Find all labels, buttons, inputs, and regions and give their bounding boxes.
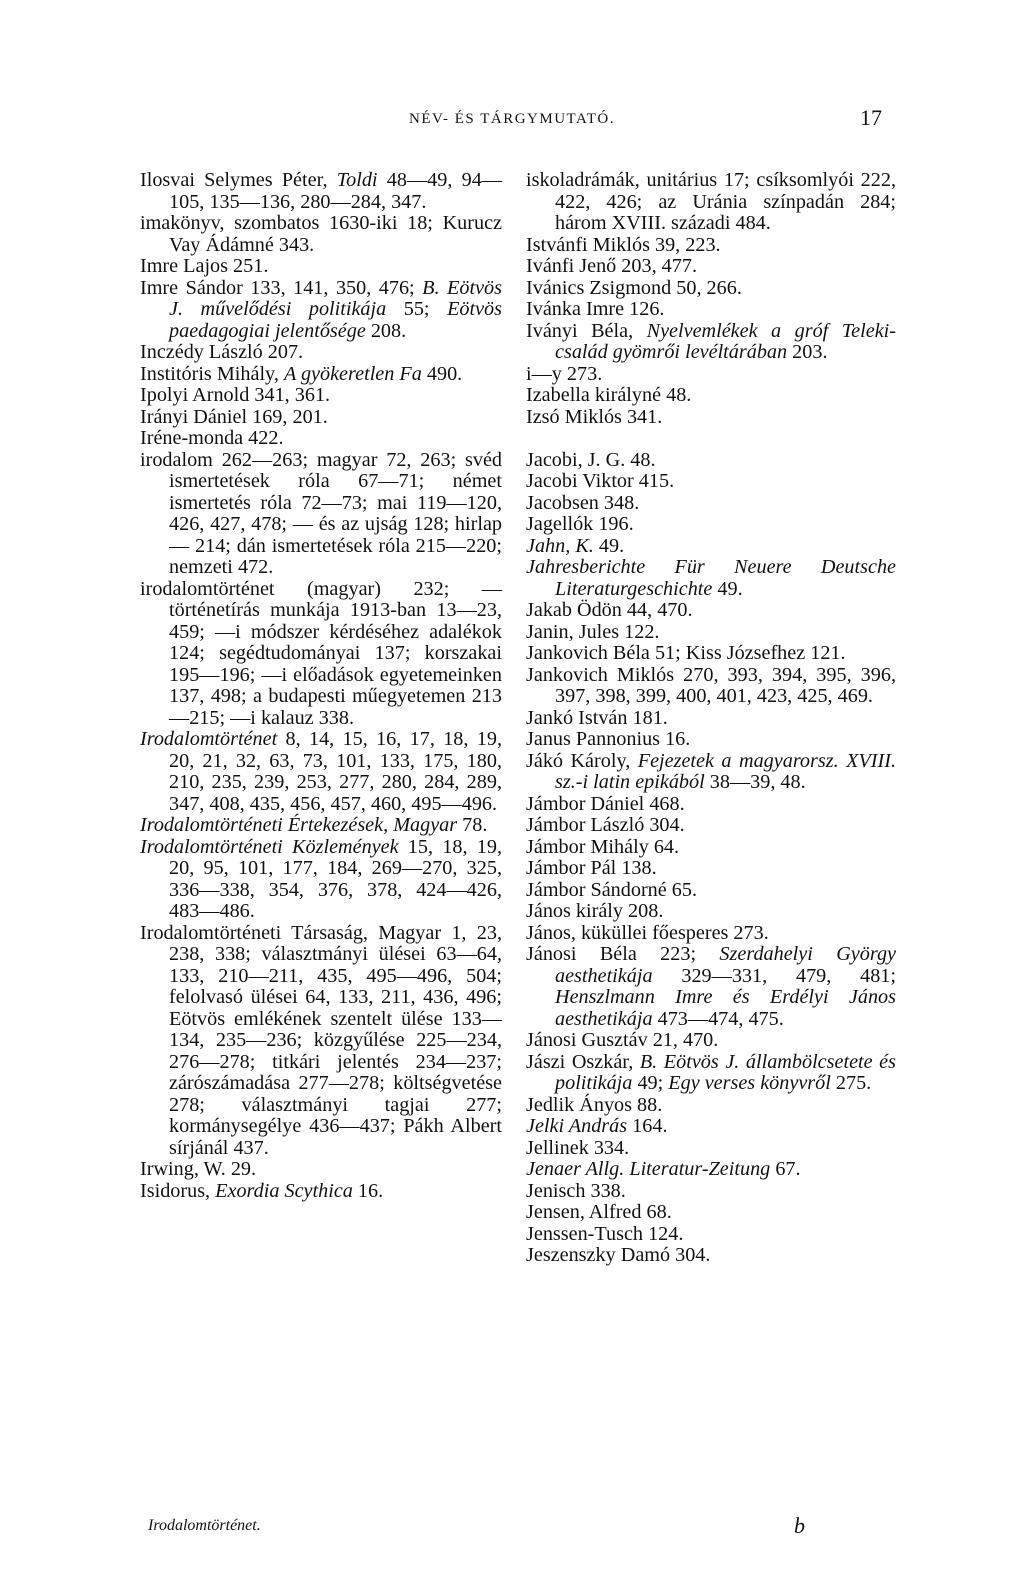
index-entry: Jacobi Viktor 415.: [526, 470, 675, 492]
index-entry: Institóris Mihály, A gyökeretlen Fa 490.: [140, 362, 463, 385]
index-entry: Irodalomtörténeti Közlemények 15, 18, 19, 20, 95, 101, 177, 184, 269—270, 325, 336—338, 354, 376, 378, 424—426, 483—486.: [140, 835, 502, 922]
page-footer: [0, 1513, 1024, 1543]
index-entry: Ivánka Imre 126.: [526, 298, 665, 320]
index-entry: Izabella királyné 48.: [526, 384, 692, 406]
index-entry: Jenssen-Tusch 124.: [526, 1222, 684, 1245]
index-entry: Jeszenszky Damó 304.: [526, 1244, 711, 1266]
index-entry: Jahresberichte Für Neuere Deutsche Literaturgeschichte 49.: [526, 556, 896, 600]
index-entry: Jákó Károly, Fejezetek a magyarorsz. XVIII. sz.-i latin epikából 38—39, 48.: [526, 749, 896, 793]
index-entry: Ipolyi Arnold 341, 361.: [140, 384, 331, 406]
index-entry: Jámbor Mihály 64.: [526, 835, 680, 858]
index-entry: Imre Lajos 251.: [140, 255, 269, 277]
index-entry: Istvánfi Miklós 39, 223.: [526, 233, 721, 256]
footer-title: Irodalomtörténet.: [148, 1517, 261, 1534]
index-entry: Irodalomtörténeti Társaság, Magyar 1, 23, 238, 338; választmányi ülései 63—64, 133, 210—211, 435, 495—496, 504; felolvasó ülései 64, 133, 211, 436, 496; Eötvös emlékének szentelt ülése 133—134, 235—236; közgyűlése 225—234, 276—278; titkári jelentés 234—237; zárószámadása 277—278; költségvetése 278; választmányi tagjai 277; kormánysegélye 436—437; Pákh Albert sírjánál 437.: [140, 921, 502, 1159]
signature-mark: b: [794, 1513, 805, 1538]
index-entry: Jámbor Pál 138.: [526, 857, 657, 879]
index-entry: Jelki András 164.: [526, 1115, 668, 1137]
index-entry: Irodalomtörténeti Értekezések, Magyar 78.: [140, 814, 488, 836]
index-entry: Ivánics Zsigmond 50, 266.: [526, 276, 742, 299]
index-entry: Jankovich Miklós 270, 393, 394, 395, 396, 397, 398, 399, 400, 401, 423, 425, 469.: [526, 663, 896, 707]
index-entry: Jámbor László 304.: [526, 814, 685, 836]
index-entry: Jánosi Gusztáv 21, 470.: [526, 1029, 719, 1051]
index-entry: Imre Sándor 133, 141, 350, 476; B. Eötvös J. művelődési politikája 55; Eötvös paedagogiai jelentősége 208.: [140, 276, 503, 342]
index-entry: János, küküllei főesperes 273.: [526, 921, 769, 944]
index-entry: Jankovich Béla 51; Kiss Józsefhez 121.: [526, 642, 846, 664]
index-entry: Irodalomtörténet 8, 14, 15, 16, 17, 18, 19, 20, 21, 32, 63, 73, 101, 133, 175, 180, 210, 235, 239, 253, 277, 280, 284, 289, 347, 408, 435, 456, 457, 460, 495—496.: [140, 728, 502, 815]
index-column-right: [526, 170, 896, 1267]
index-entry: Jahn, K. 49.: [526, 534, 625, 557]
running-title: NÉV- ÉS TÁRGYMUTATÓ.: [409, 111, 615, 127]
index-entry: irodalom 262—263; magyar 72, 263; svéd ismertetések róla 67—71; német ismertetés róla 72—73; mai 119—120, 426, 427, 478; — és az ujság 128; hirlap — 214; dán ismertetések róla 215—220; nemzeti 472.: [140, 448, 502, 578]
index-entry: Jellinek 334.: [526, 1136, 630, 1159]
index-entry: Irányi Dániel 169, 201.: [140, 405, 328, 428]
index-entry: János király 208.: [526, 900, 664, 922]
index-entry: Iványi Béla, Nyelvemlékek a gróf Teleki-család gyömrői levéltárában 203.: [526, 319, 896, 363]
index-column-left: [140, 170, 502, 1202]
index-entry: iskoladrámák, unitárius 17; csíksomlyói 222, 422, 426; az Uránia színpadán 284; három XVIII. századi 484.: [526, 169, 896, 234]
index-entry: Ilosvai Selymes Péter, Toldi 48—49, 94—105, 135—136, 280—284, 347.: [140, 169, 502, 213]
index-entry: Jánosi Béla 223; Szerdahelyi György aesthetikája 329—331, 479, 481; Henszlmann Imre és Erdélyi János aesthetikája 473—474, 475.: [526, 943, 897, 1030]
running-head: [0, 103, 1024, 133]
index-entry: Ivánfi Jenő 203, 477.: [526, 255, 698, 277]
index-entry: Jacobsen 348.: [526, 491, 640, 514]
index-entry: Jagellók 196.: [526, 513, 634, 535]
index-entry: Jedlik Ányos 88.: [526, 1093, 663, 1116]
index-entry: Jámbor Dániel 468.: [526, 792, 685, 815]
index-entry: Jensen, Alfred 68.: [526, 1201, 672, 1223]
index-entry: irodalomtörténet (magyar) 232; — történetírás munkája 1913-ban 13—23, 459; —i módszer kérdéséhez adalékok 124; segédtudományai 137; korszakai 195—196; —i előadások egyetemeinken 137, 498; a budapesti műegyetemen 213—215; —i kalauz 338.: [140, 577, 502, 729]
index-entry: Jenisch 338.: [526, 1179, 626, 1202]
index-entry: Jakab Ödön 44, 470.: [526, 599, 693, 621]
index-entry: Irwing, W. 29.: [140, 1158, 257, 1180]
index-entry: Jámbor Sándorné 65.: [526, 878, 698, 901]
index-entry: Jacobi, J. G. 48.: [526, 448, 656, 471]
index-entry: imakönyv, szombatos 1630-iki 18; Kurucz Vay Ádámné 343.: [140, 212, 502, 256]
index-entry: Izsó Miklós 341.: [526, 405, 663, 428]
index-entry: Jankó István 181.: [526, 706, 668, 729]
index-entry: i—y 273.: [526, 362, 603, 385]
index-entry: Isidorus, Exordia Scythica 16.: [140, 1179, 384, 1202]
index-entry: Jenaer Allg. Literatur-Zeitung 67.: [526, 1158, 801, 1180]
index-entry: Janin, Jules 122.: [526, 620, 660, 643]
index-entry: Jászi Oszkár, B. Eötvös J. állambölcsetete és politikája 49; Egy verses könyvről 275.: [526, 1050, 897, 1094]
index-entry: Inczédy László 207.: [140, 341, 304, 363]
index-entry: Iréne-monda 422.: [140, 427, 284, 449]
page-number: 17: [860, 105, 882, 130]
index-entry: Janus Pannonius 16.: [526, 728, 691, 750]
